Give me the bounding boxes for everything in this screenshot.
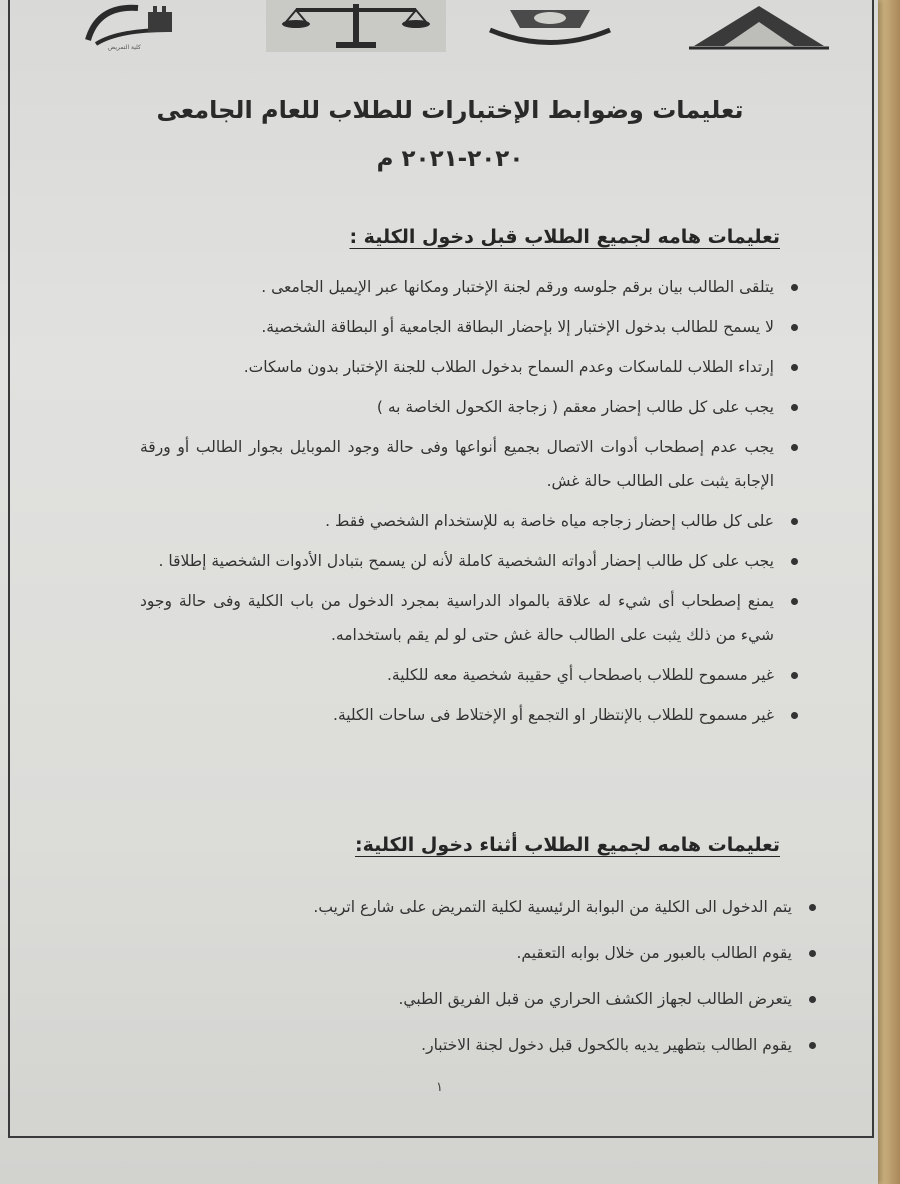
list-item bbox=[140, 658, 800, 692]
item-text: يقوم الطالب بالعبور من خلال بوابه التعقيم. bbox=[516, 944, 792, 962]
bullet-icon bbox=[791, 712, 798, 719]
bullet-icon bbox=[791, 518, 798, 525]
item-text: غير مسموح للطلاب بالإنتظار او التجمع أو الإختلاط فى ساحات الكلية. bbox=[333, 706, 774, 724]
logo-caption: كلية التمريض bbox=[108, 44, 141, 51]
section-heading-before-entry: تعليمات هامه لجميع الطلاب قبل دخول الكلية : bbox=[349, 226, 780, 248]
bullet-icon bbox=[809, 904, 816, 911]
list-item bbox=[140, 310, 800, 344]
item-text: إرتداء الطلاب للماسكات وعدم السماح بدخول الطلاب للجنة الإختبار بدون ماسكات. bbox=[243, 358, 774, 376]
list-item bbox=[140, 584, 800, 652]
list-item bbox=[158, 936, 818, 970]
item-text: يجب على كل طالب إحضار معقم ( زجاجة الكحول الخاصة به ) bbox=[376, 398, 774, 416]
item-text: على كل طالب إحضار زجاجه مياه خاصة به للإستخدام الشخصي فقط . bbox=[325, 512, 774, 530]
university-emblem-logo bbox=[480, 0, 620, 52]
before-entry-instructions-list bbox=[140, 270, 800, 738]
item-text: يتم الدخول الى الكلية من البوابة الرئيسية لكلية التمريض على شارع اتريب. bbox=[313, 898, 792, 916]
bullet-icon bbox=[791, 324, 798, 331]
during-entry-instructions-list bbox=[158, 890, 818, 1074]
item-text: يقوم الطالب بتطهير يديه بالكحول قبل دخول لجنة الاختبار. bbox=[421, 1036, 792, 1054]
bullet-icon bbox=[791, 558, 798, 565]
item-text: يمنع إصطحاب أى شيء له علاقة بالمواد الدراسية بمجرد الدخول من باب الكلية وفى حالة وجود شيء من ذلك يثبت على الطالب حالة غش حتى لو لم يقم باستخدامه. bbox=[140, 592, 774, 644]
list-item bbox=[140, 544, 800, 578]
scales-of-justice-logo bbox=[266, 0, 446, 52]
list-item bbox=[140, 390, 800, 424]
item-text: لا يسمح للطالب بدخول الإختبار إلا بإحضار البطاقة الجامعية أو البطاقة الشخصية. bbox=[261, 318, 774, 336]
list-item bbox=[140, 430, 800, 498]
bullet-icon bbox=[791, 444, 798, 451]
academic-year: ٢٠٢٠-٢٠٢١ م bbox=[376, 146, 524, 172]
page-title: تعليمات وضوابط الإختبارات للطلاب للعام الجامعى bbox=[156, 96, 744, 124]
list-item bbox=[140, 270, 800, 304]
item-text: يتعرض الطالب لجهاز الكشف الحراري من قبل الفريق الطبي. bbox=[398, 990, 792, 1008]
bullet-icon bbox=[809, 996, 816, 1003]
bullet-icon bbox=[791, 598, 798, 605]
list-item bbox=[140, 350, 800, 384]
list-item bbox=[140, 698, 800, 732]
bullet-icon bbox=[809, 950, 816, 957]
list-item bbox=[158, 1028, 818, 1062]
item-text: يتلقى الطالب بيان برقم جلوسه ورقم لجنة الإختبار ومكانها عبر الإيميل الجامعى . bbox=[261, 278, 774, 296]
item-text: يجب عدم إصطحاب أدوات الاتصال بجميع أنواعها وفى حالة وجود الموبايل بجوار الطالب أو ورقة الإجابة يثبت على الطالب حالة غش. bbox=[140, 438, 774, 490]
list-item bbox=[140, 504, 800, 538]
section-heading-during-entry: تعليمات هامه لجميع الطلاب أثناء دخول الكلية: bbox=[354, 834, 780, 856]
item-text: يجب على كل طالب إحضار أدواته الشخصية كاملة لأنه لن يسمح بتبادل الأدوات الشخصية إطلاقا . bbox=[158, 552, 774, 570]
bullet-icon bbox=[791, 364, 798, 371]
bullet-icon bbox=[791, 284, 798, 291]
bullet-icon bbox=[809, 1042, 816, 1049]
bullet-icon bbox=[791, 672, 798, 679]
list-item bbox=[158, 890, 818, 924]
page-number: ١ bbox=[436, 1080, 443, 1095]
item-text: غير مسموح للطلاب باصطحاب أي حقيبة شخصية معه للكلية. bbox=[387, 666, 774, 684]
list-item bbox=[158, 982, 818, 1016]
pyramid-logo bbox=[684, 0, 834, 52]
bullet-icon bbox=[791, 404, 798, 411]
